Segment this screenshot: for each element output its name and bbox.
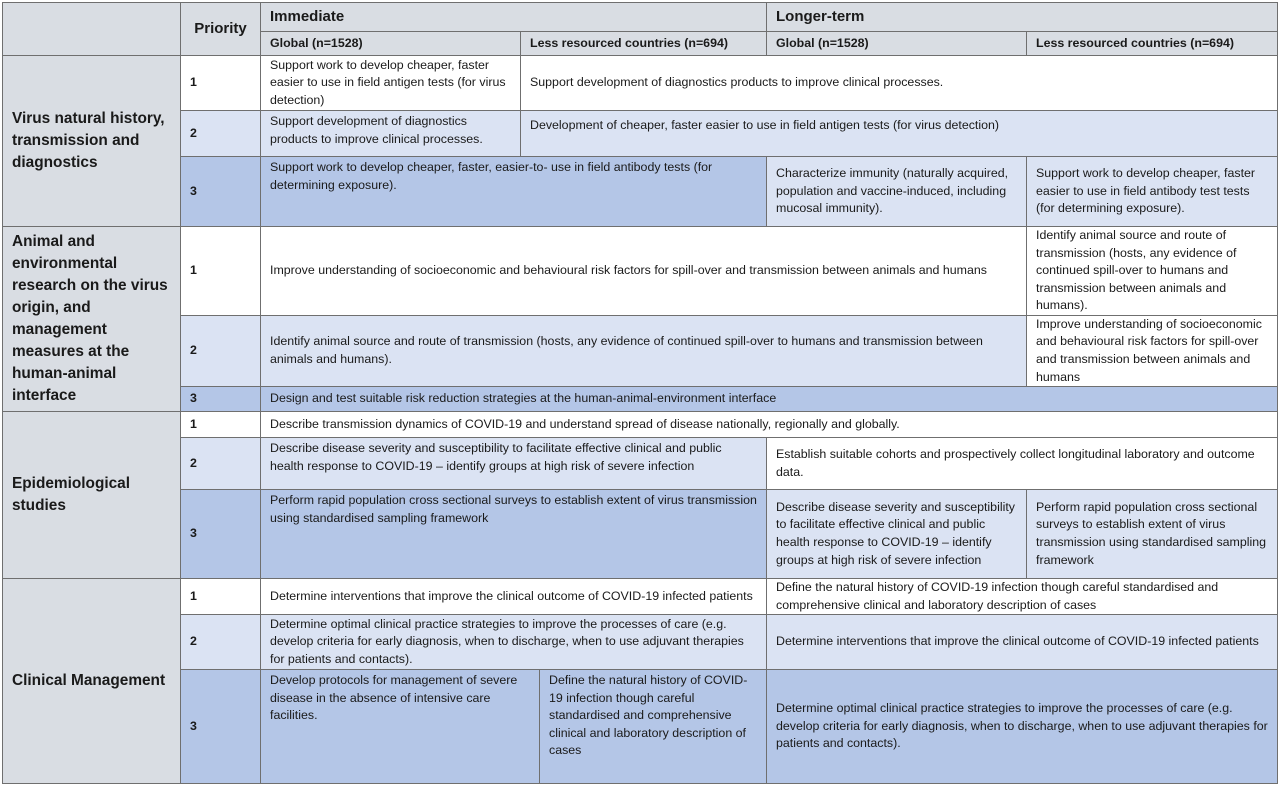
table-cell xyxy=(539,669,767,784)
priority-header: Priority xyxy=(194,20,247,38)
table-cell xyxy=(766,156,1027,227)
cell-text: Develop protocols for management of severe disease in the absence of intensive care facilities. xyxy=(270,673,518,723)
priority-header-cell xyxy=(180,2,261,56)
table-cell xyxy=(1026,315,1278,387)
cell-text: Establish suitable cohorts and prospectively collect longitudinal laboratory and outcome data. xyxy=(776,446,1255,479)
priority-cell xyxy=(180,55,261,111)
priority-label: 1 xyxy=(190,263,197,278)
priority-cell xyxy=(180,386,261,412)
table-cell xyxy=(260,614,767,670)
cell-text: Perform rapid population cross sectional surveys to establish extent of virus transmission using standardised sampling framework xyxy=(270,493,757,525)
cell-text: Support development of diagnostics products to improve clinical processes. xyxy=(270,114,483,146)
cell-text: Describe disease severity and susceptibility to facilitate effective clinical and public health response to COVID-19 – identify groups at high risk of severe infection xyxy=(270,441,722,473)
category-clinical: Clinical Management xyxy=(12,672,166,689)
cell-text: Define the natural history of COVID-19 infection though careful standardised and comprehensive clinical and laboratory description of cases xyxy=(549,673,748,758)
cell-text: Define the natural history of COVID-19 infection though careful standardised and comprehensive clinical and laboratory description of cases xyxy=(776,579,1219,612)
priority-cell xyxy=(180,110,261,157)
category-virus: Virus natural history, transmission and diagnostics xyxy=(12,110,165,171)
table-cell xyxy=(260,226,1027,316)
priority-cell xyxy=(180,156,261,227)
subheader-cell xyxy=(260,31,521,56)
table-cell xyxy=(766,614,1278,670)
subheader-cell xyxy=(520,31,767,56)
priority-label: 2 xyxy=(190,125,197,140)
table-cell xyxy=(1026,226,1278,316)
subheader-global-longer: Global (n=1528) xyxy=(776,35,869,50)
cell-text: Determine optimal clinical practice strategies to improve the processes of care (e.g. develop criteria for early diagnosis, when to discharge, when to use adjuvant therapies for patients and contacts). xyxy=(776,701,1268,751)
table-cell xyxy=(260,110,521,157)
table-cell xyxy=(1026,489,1278,579)
cell-text: Improve understanding of socioeconomic and behavioural risk factors for spill-over and transmission between animals and humans xyxy=(270,263,987,278)
priority-label: 2 xyxy=(190,634,197,649)
cell-text: Determine interventions that improve the clinical outcome of COVID-19 infected patients xyxy=(776,634,1259,649)
table-cell xyxy=(260,55,521,111)
priority-label: 1 xyxy=(190,416,197,431)
category-cell xyxy=(2,226,181,412)
cell-text: Characterize immunity (naturally acquired, population and vaccine-induced, including mucosal immunity). xyxy=(776,166,1009,216)
table-cell xyxy=(260,156,767,227)
category-animal: Animal and environmental research on the virus origin, and management measures at the human-animal interface xyxy=(12,233,168,404)
priority-cell xyxy=(180,489,261,579)
table-cell xyxy=(260,669,540,784)
priority-cell xyxy=(180,411,261,438)
table-cell xyxy=(520,110,1278,157)
cell-text: Identify animal source and route of transmission (hosts, any evidence of continued spill-over to humans and transmission between animals and humans). xyxy=(270,334,983,366)
corner-cell xyxy=(2,2,181,56)
cell-text: Perform rapid population cross sectional surveys to establish extent of virus transmission using standardised sampling framework xyxy=(1036,499,1267,567)
priority-label: 3 xyxy=(190,391,197,406)
priority-label: 3 xyxy=(190,718,197,733)
cell-text: Design and test suitable risk reduction strategies at the human-animal-environment interface xyxy=(270,391,777,406)
priority-label: 3 xyxy=(190,526,197,541)
cell-text: Determine interventions that improve the clinical outcome of COVID-19 infected patients xyxy=(270,588,753,603)
subheader-lrc-immediate: Less resourced countries (n=694) xyxy=(530,35,728,50)
category-cell xyxy=(2,411,181,579)
priority-label: 2 xyxy=(190,343,197,358)
priority-cell xyxy=(180,614,261,670)
cell-text: Support work to develop cheaper, faster easier to use in field antigen tests (for virus detection) xyxy=(270,57,506,107)
table-cell xyxy=(766,669,1278,784)
immediate-header-cell xyxy=(260,2,767,32)
priority-cell xyxy=(180,226,261,316)
table-cell xyxy=(260,489,767,579)
cell-text: Determine optimal clinical practice strategies to improve the processes of care (e.g. develop criteria for early diagnosis, when to discharge, when to use adjuvant therapies for patients and contacts). xyxy=(270,616,744,666)
category-cell xyxy=(2,578,181,784)
table-cell xyxy=(1026,156,1278,227)
priority-cell xyxy=(180,315,261,387)
table-cell xyxy=(766,578,1278,615)
table-cell xyxy=(260,386,1278,412)
priority-label: 2 xyxy=(190,455,197,470)
priority-cell xyxy=(180,669,261,784)
cell-text: Support work to develop cheaper, faster easier to use in field antibody test tests (for determining exposure). xyxy=(1036,166,1256,216)
category-epidemiological: Epidemiological studies xyxy=(12,475,131,514)
priority-cell xyxy=(180,578,261,615)
cell-text: Describe transmission dynamics of COVID-19 and understand spread of disease nationally, regionally and globally. xyxy=(270,416,900,431)
longer-term-header-cell xyxy=(766,2,1278,32)
subheader-global-immediate: Global (n=1528) xyxy=(270,35,363,50)
cell-text: Identify animal source and route of transmission (hosts, any evidence of continued spill-over to humans and transmission between animals and humans). xyxy=(1036,228,1237,313)
subheader-lrc-longer: Less resourced countries (n=694) xyxy=(1036,35,1234,50)
cell-text: Support work to develop cheaper, faster, easier-to- use in field antibody tests (for determining exposure). xyxy=(270,160,713,192)
priority-cell xyxy=(180,437,261,490)
table-cell xyxy=(260,411,1278,438)
subheader-cell xyxy=(766,31,1027,56)
table-cell xyxy=(520,55,1278,111)
priority-label: 1 xyxy=(190,588,197,603)
table-cell xyxy=(260,315,1027,387)
subheader-cell xyxy=(1026,31,1278,56)
immediate-header: Immediate xyxy=(270,8,345,26)
table-cell xyxy=(766,437,1278,490)
table-cell xyxy=(260,578,767,615)
priority-label: 1 xyxy=(190,75,197,90)
category-cell xyxy=(2,55,181,227)
priority-label: 3 xyxy=(190,183,197,198)
cell-text: Development of cheaper, faster easier to use in field antigen tests (for virus detection) xyxy=(530,118,1000,132)
longer-term-header: Longer-term xyxy=(776,8,865,26)
cell-text: Improve understanding of socioeconomic and behavioural risk factors for spill-over and transmission between animals and humans xyxy=(1036,316,1262,384)
table-cell xyxy=(260,437,767,490)
cell-text: Describe disease severity and susceptibility to facilitate effective clinical and public health response to COVID-19 – identify groups at high risk of severe infection xyxy=(776,499,1015,567)
cell-text: Support development of diagnostics products to improve clinical processes. xyxy=(530,75,944,90)
table-cell xyxy=(766,489,1027,579)
